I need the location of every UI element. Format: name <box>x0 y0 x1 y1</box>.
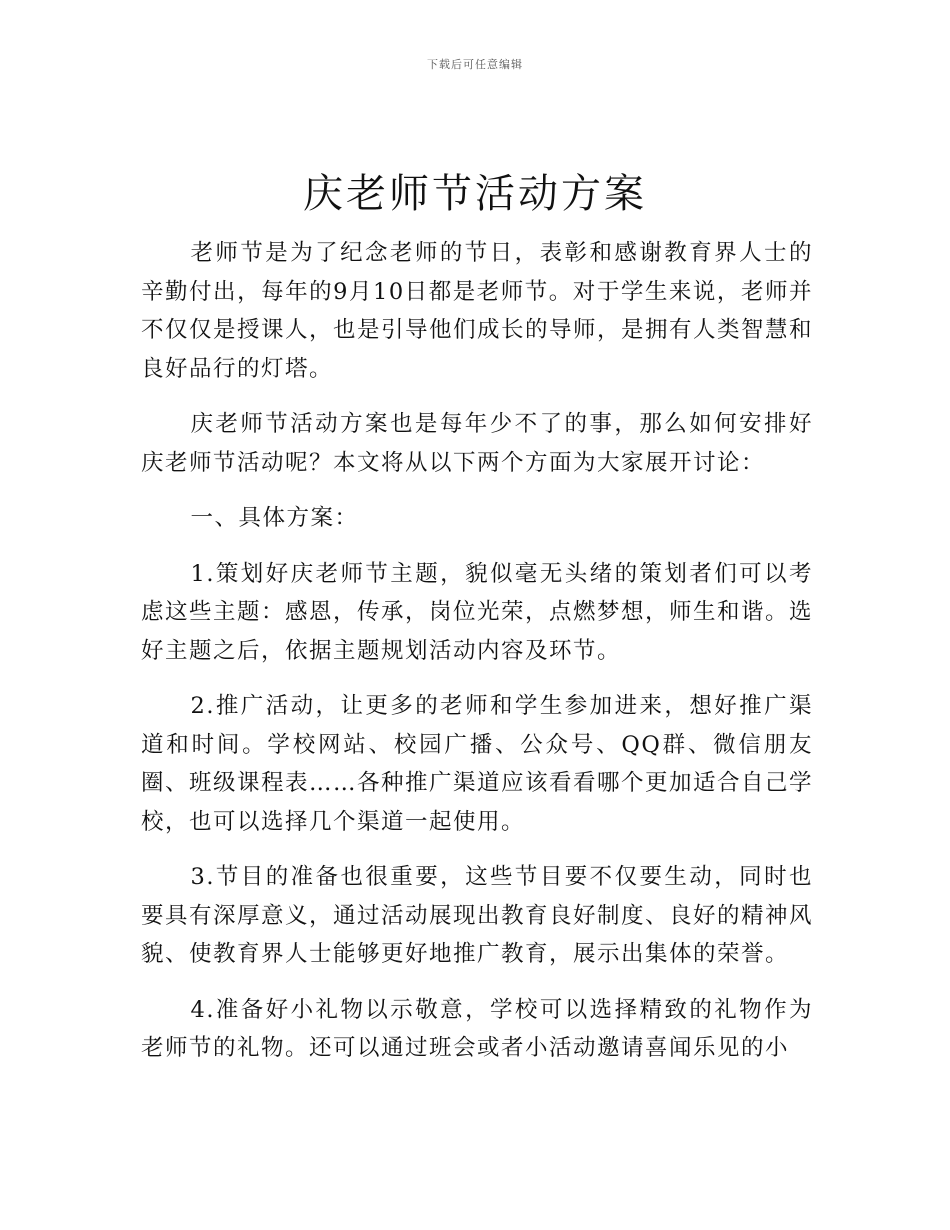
paragraph-item-4: 4.准备好小礼物以示敬意，学校可以选择精致的礼物作为老师节的礼物。还可以通过班会或者小活动邀请喜闻乐见的小 <box>141 996 813 1061</box>
document-title: 庆老师节活动方案 <box>303 171 647 217</box>
paragraph-item-1: 1.策划好庆老师节主题，貌似毫无头绪的策划者们可以考虑这些主题：感恩，传承，岗位光荣，点燃梦想，师生和谐。选好主题之后，依据主题规划活动内容及环节。 <box>141 560 814 664</box>
document-body <box>141 234 813 1085</box>
section-heading-plan: 一、具体方案： <box>190 505 359 531</box>
paragraph-item-2: 2.推广活动，让更多的老师和学生参加进来，想好推广渠道和时间。学校网站、校园广播、公众号、QQ群、微信朋友圈、班级课程表……各种推广渠道应该看看哪个更加适合自己学校，也可以选择几个渠道一起使用。 <box>141 693 814 835</box>
header-note: 下载后可任意编辑 <box>427 58 523 71</box>
paragraph-overview: 庆老师节活动方案也是每年少不了的事，那么如何安排好庆老师节活动呢？本文将从以下两个方面为大家展开讨论： <box>141 411 813 476</box>
paragraph-item-3: 3.节目的准备也很重要，这些节目要不仅要生动，同时也要具有深厚意义，通过活动展现出教育良好制度、良好的精神风貌、使教育界人士能够更好地推广教育，展示出集体的荣誉。 <box>141 864 814 967</box>
paragraph-intro: 老师节是为了纪念老师的节日，表彰和感谢教育界人士的辛勤付出，每年的9月10日都是老师节。对于学生来说，老师并不仅仅是授课人，也是引导他们成长的导师，是拥有人类智慧和良好品行的灯塔。 <box>141 240 814 382</box>
